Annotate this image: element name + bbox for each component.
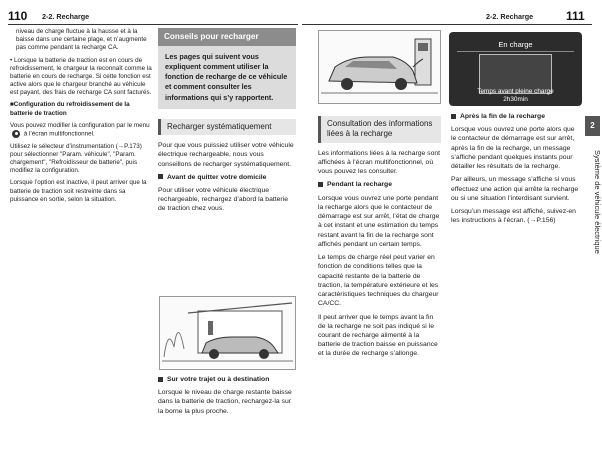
right-page-number: 111 xyxy=(566,9,585,23)
pending-body-2: Le temps de charge réel peut varier en fonction de conditions telles que la capacité restante de la batterie de traction, la température extérieure et les caractéristiques techniques du chargeur CA/CC. xyxy=(318,254,439,308)
right-header-rule xyxy=(302,24,592,25)
config-menu-pre: Vous pouvez modifier la configuration par le menu xyxy=(10,121,150,129)
config-heading: ■Configuration du refroidissement de la batterie de traction xyxy=(10,101,130,117)
systematic-body: Pour que vous puissiez utiliser votre véhicule électrique rechargeable, nous vous conseillons de recharger systématiquement. xyxy=(158,142,294,168)
consultation-body: Les informations liées à la recharge sont affichées à l’écran multifonctionnel, où vous pouvez les consulter. xyxy=(318,149,441,176)
trip-section xyxy=(158,375,296,420)
pending-heading-text: Pendant la recharge xyxy=(327,181,392,189)
after-body-3: Lorsqu’un message est affiché, suivez-en les instructions à l’écran. (→P.156) xyxy=(451,208,576,225)
after-charge-column xyxy=(451,112,579,230)
right-section-label: 2-2. Recharge xyxy=(486,12,534,21)
tips-intro: Les pages qui suivent vous expliquent comment utiliser la fonction de recharge de ce véhicule et comment consulter les informations qui s’y rapportent. xyxy=(158,46,296,108)
home-heading-text: Avant de quitter votre domicile xyxy=(167,173,267,181)
tips-column xyxy=(158,28,296,218)
systematic-title: Recharger systématiquement xyxy=(158,119,296,135)
trip-body: Lorsque le niveau de charge restante baisse dans la batterie de traction, rechargez-la sur la borne la plus proche. xyxy=(158,389,292,415)
screen-title: En charge xyxy=(457,40,574,52)
tips-title: Conseils pour recharger xyxy=(158,28,296,46)
cooling-bullet: • Lorsque la batterie de traction est en cours de refroidissement, le chargeur la reconnaît comme la batterie en cours de recharge. Si cette fonction est active alors que le chargeur branché au véhicule est payant, des frais de recharge CA sont facturés. xyxy=(10,56,152,97)
screen-line-1: Temps avant pleine charge xyxy=(477,88,554,95)
after-body-1: Lorsque vous ouvrez une porte alors que le contacteur de démarrage est sur arrêt, après la fin de la recharge, un message s’affiche pendant quelques instants pour détailler les résultats de la recharge. xyxy=(451,126,575,171)
square-bullet-icon xyxy=(318,182,323,187)
pending-body-1: Lorsque vous ouvrez une porte pendant la recharge alors que le contacteur de démarrage est sur arrêt, l’état de charge à cet instant et une estimation du temps restant avant la fin de la recharge sont affichés pendant un certain temps. xyxy=(318,194,440,248)
gear-icon xyxy=(12,130,20,138)
square-bullet-icon xyxy=(158,174,163,179)
square-bullet-icon xyxy=(451,114,456,119)
config-menu-line xyxy=(10,122,153,139)
config-inactive-note: Lorsque l’option est inactive, il peut arriver que la batterie de traction soit restreinte dans sa puissance en sortie, selon la situation. xyxy=(10,179,147,203)
pending-body-3: Il peut arriver que le temps avant la fin de la recharge ne soit pas indiqué si le courant de recharge alimenté à la batterie de traction baisse en puissance et la durée de recharge s’allonge. xyxy=(318,313,438,358)
trip-heading-text: Sur votre trajet ou à destination xyxy=(167,376,270,383)
square-bullet-icon xyxy=(158,377,163,382)
left-page-number: 110 xyxy=(8,9,28,23)
left-section-label: 2-2. Recharge xyxy=(42,12,90,21)
after-body-2: Par ailleurs, un message s’affiche si vous effectuez une action qui arrête la recharge ou si une situation l’interdisant survient. xyxy=(451,176,579,202)
config-menu-post: à l’écran multifonctionnel. xyxy=(23,130,95,138)
home-body: Pour utiliser votre véhicule électrique rechargeable, rechargez d’abord la batterie de traction chez vous. xyxy=(158,186,288,213)
home-heading xyxy=(158,173,296,182)
after-heading-text: Après la fin de la recharge xyxy=(460,113,545,120)
trip-heading xyxy=(158,375,296,384)
chapter-side-label: Système de véhicule électrique xyxy=(593,150,602,254)
pending-heading xyxy=(318,180,441,189)
intro-paragraph: niveau de charge fluctue à la hausse et à la baisse dans une certaine plage, et n’augmente pas comme pendant la recharge CA. xyxy=(16,28,147,52)
left-header-rule xyxy=(8,24,298,25)
charging-display-screen xyxy=(449,32,582,106)
home-charging-illustration xyxy=(159,296,296,370)
left-column xyxy=(10,28,153,208)
public-charging-illustration xyxy=(318,30,441,104)
config-steps: Utilisez le sélecteur d’instrumentation (→P.173) pour sélectionner "Param. véhicule", "Param. chargement", "Refroidisseur de batterie", puis modifiez la configuration. xyxy=(10,142,142,175)
consultation-title: Consultation des informations liées à la recharge xyxy=(318,116,441,143)
screen-line-2: 2h30min xyxy=(503,96,528,103)
after-heading xyxy=(451,112,579,121)
consultation-column xyxy=(318,116,441,363)
chapter-tab: 2 xyxy=(585,116,600,136)
